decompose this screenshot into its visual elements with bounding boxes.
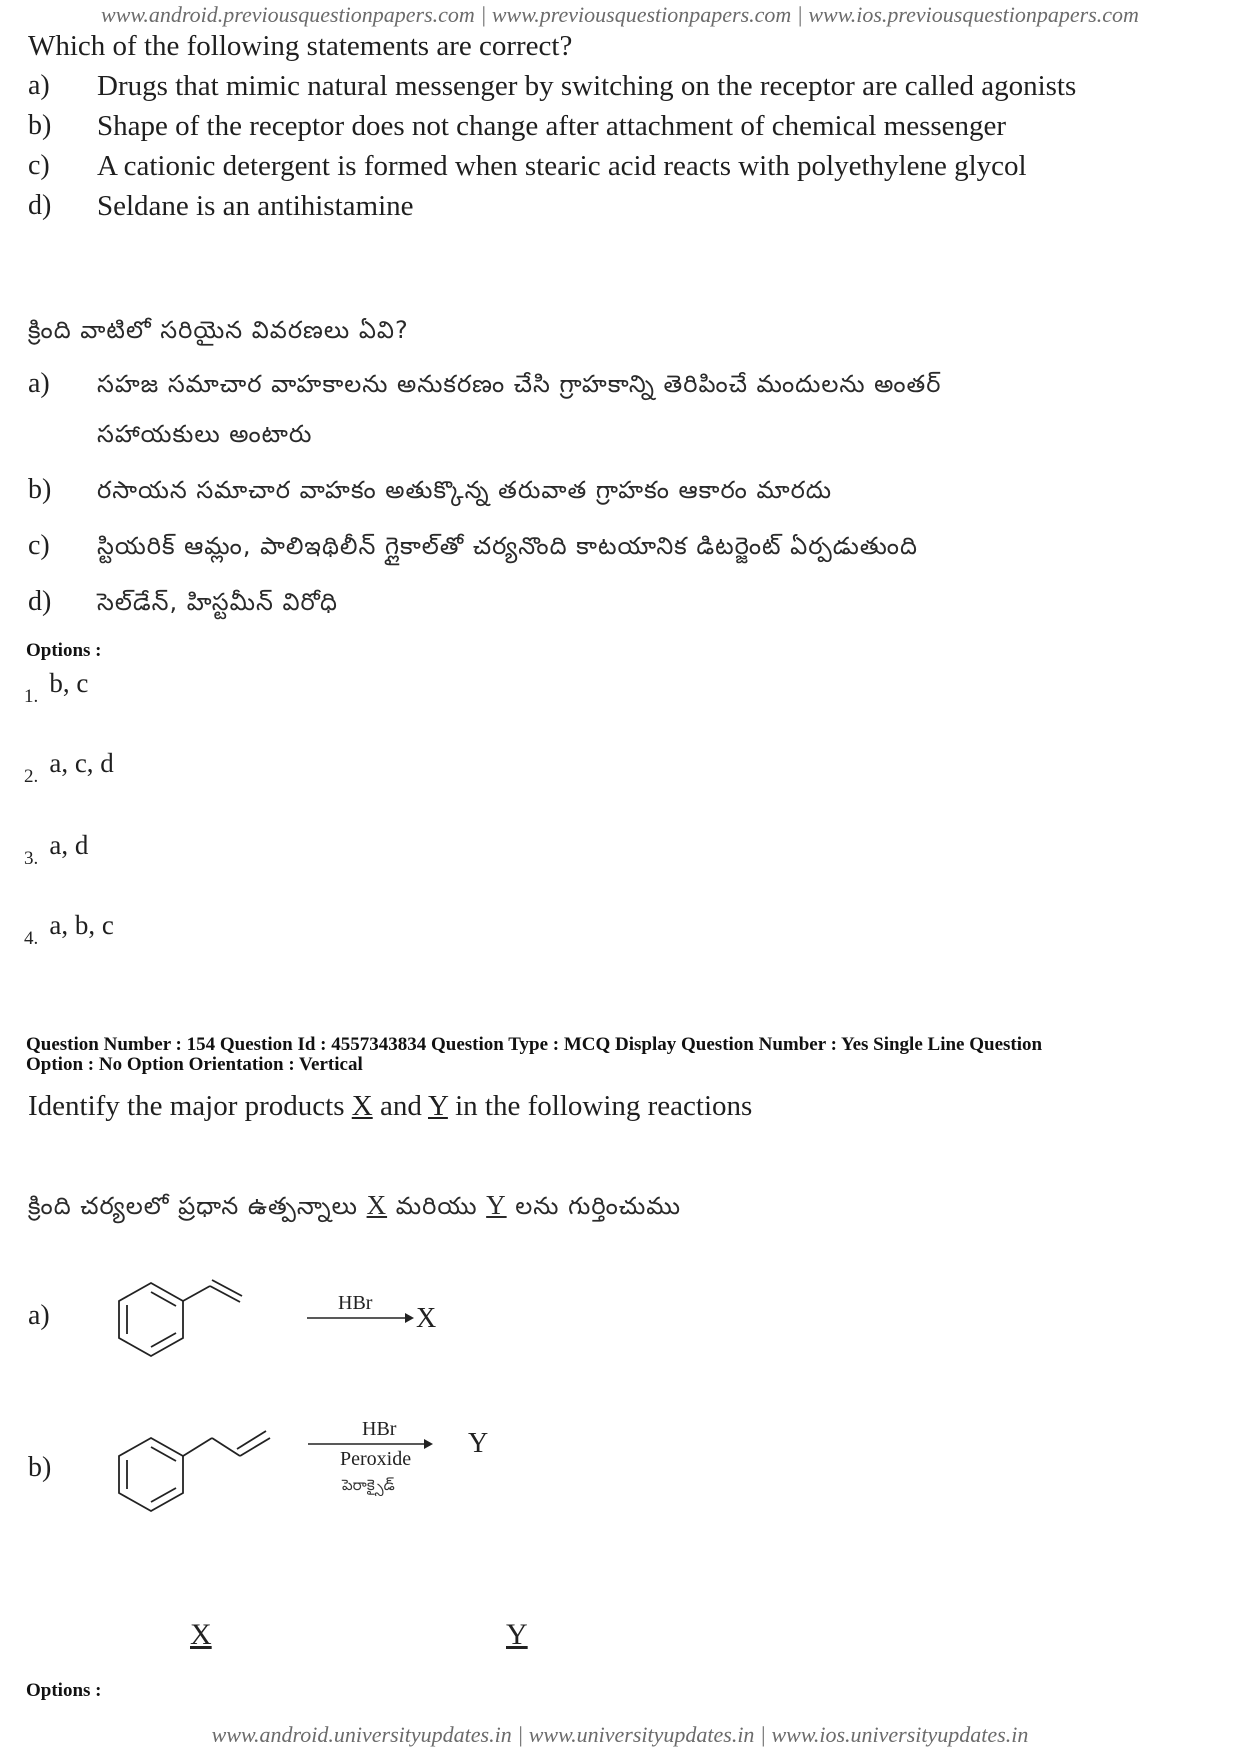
option-1[interactable] [24,668,89,707]
statement-a-text: Drugs that mimic natural messenger by switching on the receptor are called agonists [97,70,1077,102]
reaction-b-condition-telugu: పెరాక్సైడ్ [342,1476,395,1494]
statement-c-text: A cationic detergent is formed when stearic acid reacts with polyethylene glycol [97,150,1027,182]
options-heading-154: Options : [26,1680,102,1701]
question-154-telugu-text [28,1190,681,1226]
statement-te-a-line1: సహజ సమాచార వాహకాలను అనుకరణం చేసి గ్రాహకాన్ని తెరిపించే మందులను అంతర్ [97,370,942,398]
reaction-b-reagent: HBr [362,1418,397,1440]
reaction-b-label: b) [28,1452,52,1483]
question-154-y: Y [428,1090,448,1122]
footer-watermark: www.android.universityupdates.in | www.universityupdates.in | www.ios.universityupdates.in [211,1722,1029,1747]
question-154-meta-line1: Question Number : 154 Question Id : 4557343834 Question Type : MCQ Display Question Number : Yes Single Line Question [26,1034,1043,1055]
statement-b-text: Shape of the receptor does not change after attachment of chemical messenger [97,110,1007,142]
statement-b-label: b) [28,110,52,141]
styrene-structure [100,1268,260,1378]
option-1-number: 1. [24,686,39,707]
statement-te-a-line2: సహాయకులు అంటారు [97,420,313,448]
column-x-heading: X [190,1618,212,1651]
statement-te-d-label: d) [28,586,52,617]
reaction-b-product: Y [468,1428,489,1459]
statement-c-label: c) [28,150,50,181]
statement-a-label: a) [28,70,50,101]
reaction-b-condition: Peroxide [340,1448,412,1470]
question-154-te-x: X [366,1190,388,1220]
header-watermark: www.android.previousquestionpapers.com | www.previousquestionpapers.com | www.ios.previousquestionpapers.com [101,2,1139,27]
option-2[interactable] [24,748,114,787]
question-154-and: and [372,1090,428,1122]
question-154-te-pre: క్రింది చర్యలలో ప్రధాన ఉత్పన్నాలు [28,1192,367,1220]
reaction-a-product: X [416,1303,437,1334]
question-154-te-post: లను గుర్తించుము [506,1192,682,1220]
option-4-value: a, b, c [49,910,114,940]
statement-te-c-label: c) [28,530,50,561]
question-153-text: Which of the following statements are correct? [28,30,573,62]
option-3-number: 3. [24,848,39,869]
column-y-heading: Y [506,1618,528,1651]
options-heading-153: Options : [26,640,102,661]
statement-te-a-label: a) [28,368,50,399]
question-154-te-mid: మరియు [387,1192,487,1220]
question-154-text [28,1090,752,1123]
reaction-a-reagent: HBr [338,1292,373,1314]
question-154-meta-line2: Option : No Option Orientation : Vertical [26,1054,363,1075]
option-3[interactable] [24,830,89,869]
statement-d-label: d) [28,190,52,221]
option-2-number: 2. [24,766,39,787]
option-4[interactable] [24,910,114,949]
statement-te-d-text: సెల్‌డేన్, హిస్టమీన్ విరోధి [97,588,338,616]
statement-te-b-label: b) [28,474,52,505]
question-154-post: in the following reactions [447,1090,753,1122]
reaction-a-label: a) [28,1300,50,1331]
question-154-pre: Identify the major products [28,1090,352,1122]
question-153-telugu-text: క్రింది వాటిలో సరియైన వివరణలు ఏవి? [28,316,409,344]
option-4-number: 4. [24,928,39,949]
option-3-value: a, d [49,830,89,860]
question-154-x: X [351,1090,373,1122]
option-1-value: b, c [49,668,89,698]
statement-te-c-text: స్టియరిక్ ఆమ్లం, పాలిఇథిలీన్ గ్లైకాల్‌తో చర్యనొంది కాటయానిక డిటర్జెంట్ ఏర్పడుతుంది [97,532,918,560]
statement-te-b-text: రసాయన సమాచార వాహకం అతుక్కొన్న తరువాత గ్రాహకం ఆకారం మారదు [97,476,833,504]
statement-d-text: Seldane is an antihistamine [97,190,414,222]
allylbenzene-structure [100,1418,290,1528]
option-2-value: a, c, d [49,748,114,778]
question-154-te-y: Y [486,1190,507,1220]
